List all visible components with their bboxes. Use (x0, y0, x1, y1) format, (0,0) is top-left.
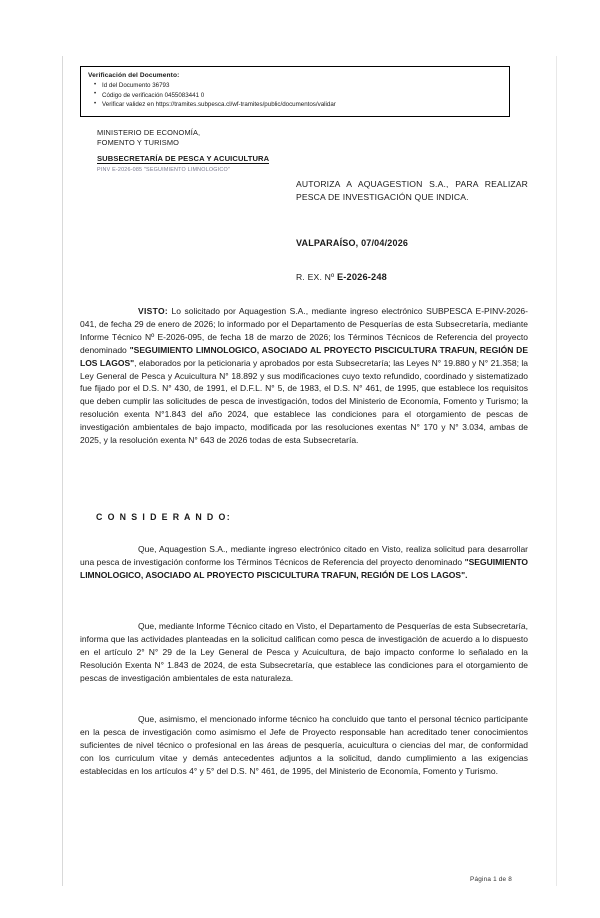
page-left-rule (62, 56, 63, 886)
visto-project-name: "SEGUIMIENTO LIMNOLOGICO, ASOCIADO AL PROYECTO PISCICULTURA TRAFUN, REGIÓN DE LOS LAGOS" (80, 344, 528, 368)
verification-item-code: • Código de verificación 0455083441 0 (102, 91, 502, 101)
resolution-prefix: R. EX. Nº (296, 272, 337, 282)
verification-item-id: • Id del Documento 36793 (102, 81, 502, 91)
paragraph-considerando-2: Que, mediante Informe Técnico citado en Visto, el Departamento de Pesquerías de esta Subsecretaría, informa que las actividades planteadas en la solicitud califican como pesca de investigación de acuerdo a lo dispuesto en el artículo 2° N° 29 de la Ley General de Pesca y Acuicultura, de bajo impacto conforme lo señalado en la Resolución Exenta N° 1.843 de 2024, de esta Subsecretaría, que establece las condiciones para el otorgamiento de pescas de investigación ambientales de esta naturaleza. (80, 621, 528, 683)
considerando-1-text: Que, Aquagestion S.A., mediante ingreso electrónico citado en Visto, realiza solicitud para desarrollar una pesca de investigación conforme los Términos Técnicos de Referencia del proyecto denominado (80, 544, 528, 567)
project-stamp: PINV E-2026-085 "SEGUIMIENTO LIMNOLOGICO" (97, 167, 230, 173)
ministry-line-1: MINISTERIO DE ECONOMÍA, (97, 128, 201, 137)
document-title: AUTORIZA A AQUAGESTION S.A., PARA REALIZAR PESCA DE INVESTIGACIÓN QUE INDICA. (296, 179, 528, 203)
verification-list (88, 81, 502, 110)
page-right-rule (556, 56, 557, 886)
resolution-number-value: E-2026-248 (336, 272, 387, 282)
visto-text-part-1: Lo solicitado por Aquagestion S.A., mediante ingreso electrónico SUBPESCA E-PINV-2026-041, de fecha 29 de enero de 2026; lo informado por el Departamento de Pesquerías de esta Subsecretaría, mediante Informe Técnico Nº E-2026-095, de fecha 18 de marzo de 2026; los Términos Técnicos de Referencia del proyecto denominado (80, 306, 528, 355)
paragraph-considerando-3: Que, asimismo, el mencionado informe técnico ha concluido que tanto el personal técnico participante en la pesca de investigación como asimismo el Jefe de Proyecto responsable han acreditado tener conocimientos suficientes de nivel técnico o profesional en las áreas de pesquería, acuicultura o ciencias del mar, de conformidad con los curriculum vitae y demás antecedentes adjuntos a la solicitud, dando cumplimiento a las exigencias establecidas en los artículos 4° y 5° del D.S. N° 461, de 1995, del Ministerio de Economía, Fomento y Turismo. (80, 714, 528, 776)
page-number: Página 1 de 8 (470, 876, 513, 883)
place-and-date: VALPARAÍSO, 07/04/2026 (296, 238, 409, 248)
subsecretary-line: SUBSECRETARÍA DE PESCA Y ACUICULTURA (97, 153, 270, 163)
ministry-line-2: FOMENTO Y TURISMO (97, 137, 180, 147)
paragraph-considerando-1 (80, 543, 528, 582)
verification-title: Verificación del Documento: (88, 72, 180, 79)
resolution-number (296, 272, 387, 282)
document-verification-box (80, 66, 510, 117)
considerando-1-project-name: "SEGUIMIENTO LIMNOLOGICO, ASOCIADO AL PROYECTO PISCICULTURA TRAFUN, REGIÓN DE LOS LAGOS". (80, 556, 528, 580)
verification-item-url[interactable]: • Verificar validez en https://tramites.subpesca.cl/wf-tramites/public/documentos/validar (102, 100, 502, 110)
considerando-heading: C O N S I D E R A N D O: (96, 512, 232, 522)
visto-text-part-2: , elaborados por la peticionaria y aprobados por esta Subsecretaría; las Leyes N° 19.880 y N° 21.358; la Ley General de Pesca y Acuicultura N° 18.892 y sus modificaciones cuyo texto refundido, coordinado y sistematizado fue fijado por el D.S. N° 430, de 1991, el D.F.L. N° 5, de 1983, el D.S. N° 461, de 1995, que establece los requisitos que deben cumplir las solicitudes de pesca de investigación, todos del Ministerio de Economía, Fomento y Turismo; la resolución exenta N°1.843 del año 2024, que establece las condiciones para el otorgamiento de pescas de investigación ambientales de bajo impacto, modificada por las resoluciones exentas N° 170 y N° 3.034, ambas de 2025, y la resolución exenta N° 643 de 2026 todas de esta Subsecretaría. (80, 357, 528, 446)
letterhead (97, 128, 327, 173)
visto-label: VISTO: (138, 306, 168, 316)
paragraph-visto (80, 305, 528, 447)
